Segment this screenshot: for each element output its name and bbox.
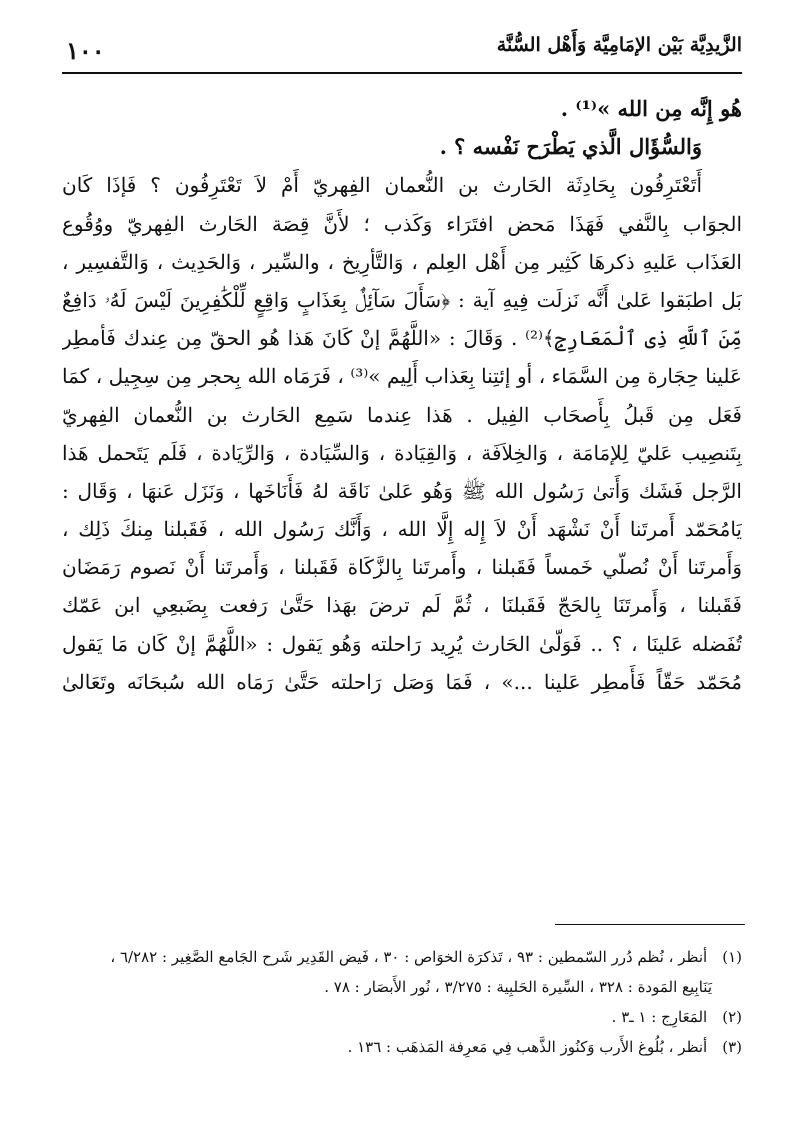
running-title: الزَّيدِيَّة بَيْن الإمَامِيَّة وَأَهْل السُّنَّة	[496, 34, 742, 56]
text-line: العَذَاب عَليهِ ذكرهَا كَثِير مِن أَهْل العِلم ، وَالتَّأرِيخ ، والسِّير ، وَالحَدِيث ، وَالتَّفسِير ،	[62, 249, 742, 274]
text-line: أَتَعْتَرِفُون بِحَادِثَة الحَارث بن النُّعمان الفِهريّ أَمْ لاَ تَعْتَرِفُون ؟ فَإذَا كَان	[62, 173, 702, 198]
text-line: الرَّجل فَشَك وَأَتىٰ رَسُول الله ﷺ وَهُو عَلىٰ نَاقَة لهُ فَأَنَاخَها ، وَنَزَل عَنهَا ، وَقَال :	[62, 478, 742, 503]
text-line: فَعَل مِن قَبلُ بِأَصحَاب الفِيل . هَذا عِندما سَمِع الحَارث بن النُّعمان الفِهريّ	[62, 402, 742, 427]
text-line: عَلينا حِجَارة مِن السَّمَاء ، أو إئتِنا بِعَذاب أَلِيم »⁽³⁾ ، فَرَمَاه الله بِحجر مِن سِجِيل ، كمَا	[62, 364, 742, 389]
page-header	[62, 28, 742, 74]
footnote-1-continuation: يَنَابِيع المَودة : ٣٢٨ ، السِّيرة الحَلبِية : ٣/٢٧٥ ، نُور الأَبصَار : ٧٨ .	[324, 978, 712, 996]
footnote-divider	[555, 924, 745, 925]
text-line: تُفَضله عَلينَا ، ؟ .. فَوَلّىٰ الحَارث يُرِيد رَاحلته وَهُو يَقول : «اللَّهُمَّ إنْ كَان مَا يَقول	[62, 631, 742, 656]
text-line: وَالسُّؤَال الَّذي يَطْرَح نَفْسه ؟ .	[439, 134, 702, 160]
footnote-text: أنظر ، بُلُوغ الأَرب وَكنُوز الذَّهب فِي مَعرِفة المَذهَب : ١٣٦ .	[347, 1038, 708, 1056]
text-line: مِّنَ ٱللَّهِ ذِى ٱلْمَعَارِجِ﴾⁽²⁾ . وَقَالَ : «اللَّهُمَّ إنْ كَانَ هَذا هُو الحقّ مِن عِندك فَأمطِر	[62, 326, 742, 351]
text-line: وَأَمرتَنا أَنْ نُصلّي خَمساً فَقَبلنا ، وأَمرتَنا بِالزَّكَاة فَقَبلنا ، وَأَمرتَنا أَنْ نَصوم رَمَضَان	[62, 555, 742, 580]
body-text	[62, 90, 742, 701]
footnote-2	[62, 1002, 742, 1032]
text-line: يَامُحَمّد أَمرتَنا أَنْ نَشْهَد أَنْ لاَ إِله إِلَّا الله ، وَأَنَّك رَسُول الله ، فَقَبلنا مِنكَ ذَلِك ،	[62, 517, 742, 542]
footnote-1	[62, 942, 742, 972]
footnotes	[62, 942, 742, 1062]
footnote-number: (٣)	[722, 1038, 742, 1056]
footnote-number: (٢)	[722, 1008, 742, 1026]
text-line: الجوَاب بِالنَّفي فَهَذَا مَحض افتَرَاء وَكَذب ؛ لأَنَّ قِصَة الحَارث الفِهريّ ووُقُوع	[62, 211, 742, 236]
text-line: فَقَبلنا ، وَأَمرتَنَا بِالحَجّ فَقَبلنَا ، ثُمَّ لَم ترضَ بهَذا حَتَّىٰ رَفعت بِضَبعِي ابن عَمّك	[62, 593, 742, 618]
text-line: مُحَمّد حَقّاً فَأَمطِر عَلينا ...» ، فَمَا وَصَل رَاحلته حَتَّىٰ رَمَاه الله سُبحَانَه وتَعَالىٰ	[62, 669, 742, 694]
footnote-text: أنظر ، نُظم دُرر السّمطين : ٩٣ ، تَذكرَة الخوَاص : ٣٠ ، فَيض القَدِير شَرح الجَامع الصَّغِير : ٦/٢٨٢ ،	[110, 948, 708, 966]
footnote-number: (١)	[722, 948, 742, 966]
text-line: هُو إِنَّه مِن الله »⁽¹⁾ .	[560, 96, 742, 121]
page-number: ١٠٠	[66, 36, 105, 65]
footnote-3	[62, 1032, 742, 1062]
text-line: بَل اطبَقوا عَلىٰ أَنَّه نَزلَت فِيهِ آية : ﴿سَأَلَ سَآئِلٌۢ بِعَذَابٍ وَاقِعٍ لِّلْكَٰفِرِينَ لَيْسَ لَهُۥ دَافِعٌ	[62, 287, 742, 312]
text-line: بِتَنصِيب عَليّ لِلإمَامَة ، وَالخِلاَفَة ، وَالقِيَادة ، وَالسِّيَادة ، وَالرِّيَادة ، فَلَم يَتَحمل هَذا	[62, 440, 742, 465]
footnote-text: المَعَارِج : ١ ـ٣ .	[611, 1008, 708, 1026]
